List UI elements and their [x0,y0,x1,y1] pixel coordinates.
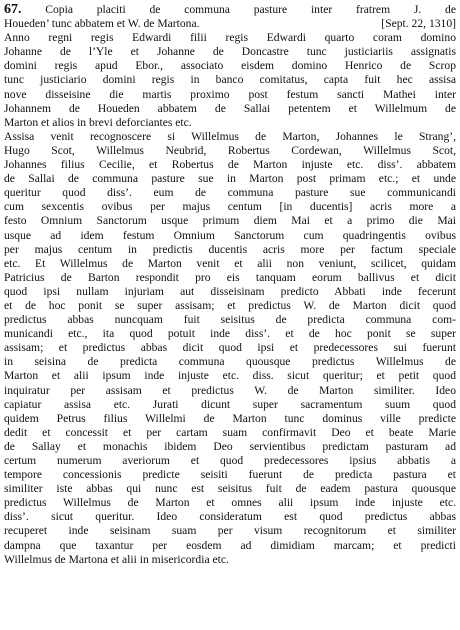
entry-title: Copia placiti de communa pasture inter fratrem J. de [45,3,456,16]
entry-heading-line2 [4,17,456,31]
text-line: nove disseisine die martis proximo post festum sancti Mathei inter [4,87,456,101]
text-line: Marton et alios in brevi deforciantes etc. [4,115,192,129]
entry-number: 67. [4,2,22,17]
text-line: inquiratur per assisam et predictus W. de Marton similiter. Ideo [4,383,456,397]
text-line: diss’. sicut queritur. Ideo consideratum est quod predictus abbas [4,510,456,524]
text-line: per majus centum in predictis ducentis acris more per factum speciale [4,242,456,256]
text-line: Anno regni regis Edwardi filii regis Edwardi quarto coram domino [4,31,456,45]
entry-heading-line1 [4,3,456,17]
text-line: etc. Et Willelmus de Marton venit et alii non veniunt, scilicet, quidam [4,256,456,270]
text-line: Hugo Scot, Willelmus Neubrid, Robertus Cordewan, Willelmus Scot, [4,143,456,157]
text-line: predictus abbas nuncquam fuit seisitus de predicta communa com- [4,313,456,327]
text-line: Johanne de l’Yle et Johanne de Doncastre tunc justiciariis assignatis [4,45,456,59]
text-line: tempore concessionis predicte seisiti fuerunt de predicta pastura et [4,468,456,482]
text-line: predictus Willelmus de Marton et omnes alii ipsum inde injuste etc. [4,496,456,510]
text-line: in seisina de predicta communa quousque predictus Willelmus de [4,355,456,369]
text-line: similiter iste abbas qui nunc est seisitus fuit de eadem pastura quousque [4,482,456,496]
text-line: capiatur assisa etc. Jurati dicunt super sacramentum suum quod [4,397,456,411]
text-line: assisam; et predictus abbas dicit quod ipsi et predecessores sui fuerunt [4,341,456,355]
text-line: Johannes filius Cecilie, et Robertus de Marton injuste etc. diss’. abbatem [4,158,456,172]
text-line: festo Omnium Sanctorum usque primum diem Mai et a primo die Mai [4,214,456,228]
text-line: Assisa venit recognoscere si Willelmus de Marton, Johannes le Strang’, [4,129,456,143]
text-line: de Sallay et monachis ibidem Deo servientibus predictam pasturam ad [4,439,456,453]
text-line: et de hoc ponit se super assisam; et predictus W. de Marton dicit quod [4,298,456,312]
text-line: quidem Petrus filius Willelmi de Marton tunc dominus ville predicte [4,411,456,425]
text-line: de Sallai de communa pasture sue in Marton post primam etc.; et unde [4,172,456,186]
text-line: Marton et alii ipsum inde injuste etc. diss. sicut queritur; et petit quod [4,369,456,383]
text-line: dampna que taxantur per eosdem ad dimidiam marcam; et predicti [4,538,456,552]
paragraph-1 [4,31,456,130]
text-line: Johannem de Houeden abbatem de Sallai petentem et Willelmum de [4,101,456,115]
text-line: certum numerum averiorum et quod predecessores ipsius abbatis a [4,454,456,467]
text-line: recuperet inde seisinam suam per visum recognitorum et similiter [4,524,456,538]
text-line: quod ipsi nullam injuriam aut disseisinam predicto Abbati inde fecerunt [4,284,456,298]
entry-date: [Sept. 22, 1310] [381,17,456,31]
paragraph-2 [4,130,456,567]
text-line: usque ad idem festum Omnium Sanctorum cum quadringentis ovibus [4,228,456,242]
text-line: cum sexcentis ovibus per majus centum [in ducentis] acris more a [4,200,456,214]
text-line: Patricius de Barton respondit pro eis tanquam eorum ballivus et dicit [4,270,456,284]
text-line: domini regis apud Ebor., associato eisdem domino Henrico de Scrop [4,59,456,73]
text-line: dedit et concessit et per cartam suam confirmavit Deo et beate Marie [4,425,456,439]
entry-title-continued: Houeden’ tunc abbatem et W. de Martona. [4,17,200,31]
text-line: Willelmus de Martona et alii in misericordia etc. [4,552,229,566]
text-line: municandi etc., ita quod potuit inde diss’. et de hoc ponit se super [4,327,456,341]
text-line: queritur quod diss’. eum de communa pasture sue communicandi [4,186,456,200]
text-line: tunc justiciario domini regis in banco comitatus, capta fuit hec assisa [4,73,456,87]
